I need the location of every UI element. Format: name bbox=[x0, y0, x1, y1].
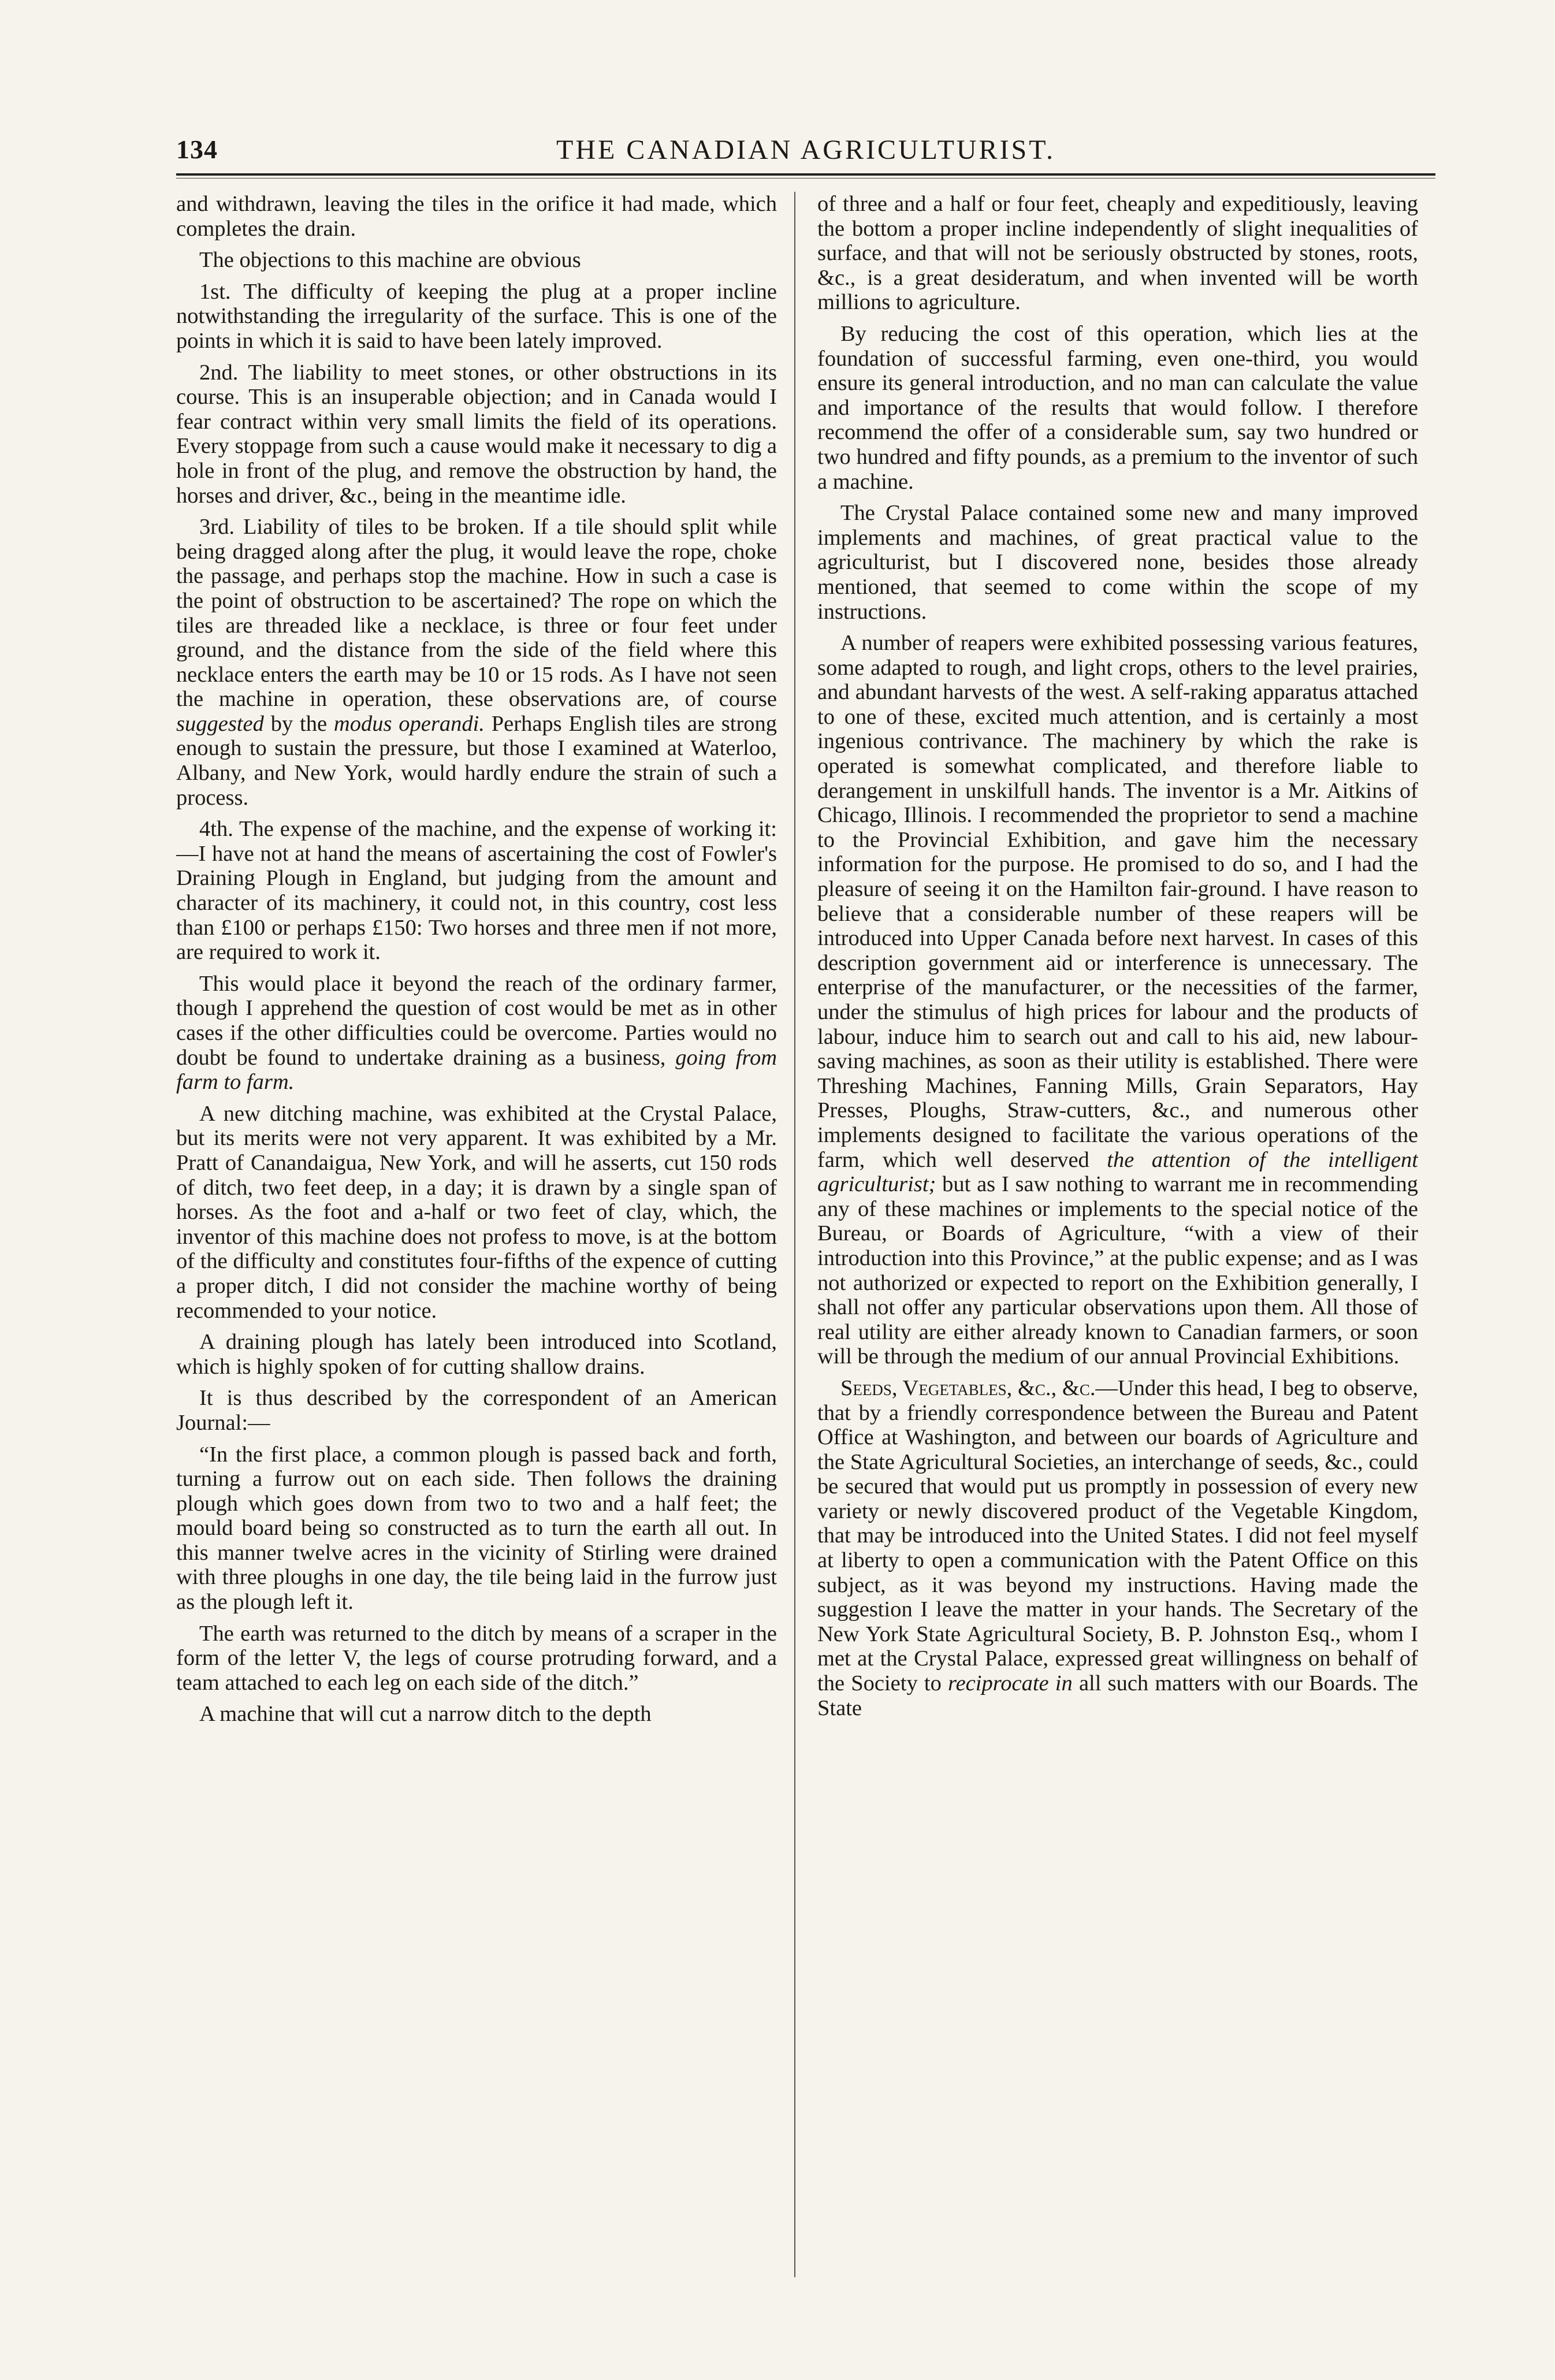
column-divider bbox=[794, 192, 795, 2277]
header-rule bbox=[176, 173, 1435, 176]
text-run: by the bbox=[270, 711, 328, 736]
quoted-paragraph: “In the first place, a common plough is passed back and forth, turning a furrow out on each side. Then follows the draining plough which goes down from two to two and a half feet; the mould board being so constructed as to turn the earth all out. In this manner twelve acres in the vicinity of Stirling were drained with three ploughs in one day, the tile being laid in the furrow just as the plough left it. bbox=[176, 1442, 777, 1615]
paragraph: A draining plough has lately been introduced into Scotland, which is highly spoken of for cutting shallow drains. bbox=[176, 1330, 777, 1379]
paragraph: It is thus described by the correspondent of an American Journal:— bbox=[176, 1386, 777, 1435]
text-run: A number of reapers were exhibited possessing various features, some adapted to rough, and light crops, others to the level prairies, and abundant harvests of the west. A self-raking apparatus attached to one of these, excited much attention, and is certainly a most ingenious contrivance. The machinery by which the rake is operated is somewhat complicated, and therefore liable to derangement in unskilfull hands. The inventor is a Mr. Aitkins of Chicago, Illinois. I recommended the proprietor to send a machine to the Provincial Exhibition, and gave him the necessary information for the purpose. He promised to do so, and I had the pleasure of seeing it on the Hamilton fair-ground. I have reason to believe that a considerable number of these reapers will be introduced into Upper Canada before next harvest. In cases of this description government aid or interference is unnecessary. The enterprise of the manufacturer, or the necessities of the farmer, under the stimulus of high prices for labour and the products of labour, induce him to search out and call to his aid, new labour-saving machines, as soon as their utility is established. There were Threshing Machines, Fanning Mills, Grain Separators, Hay Presses, Ploughs, Straw-cutters, &c., and numerous other implements designed to facilitate the various operations of the farm, which well deserved bbox=[817, 631, 1418, 1172]
list-item: 4th. The expense of the machine, and the expense of working it:—I have not at hand the means of ascertaining the cost of Fowler's Draining Plough in England, but judging from the amount and character of its machinery, it could not, in this country, cost less than £100 or perhaps £150: Two horses and three men if not more, are required to work it. bbox=[176, 817, 777, 965]
italic-text: suggested bbox=[176, 711, 264, 736]
italic-text: the attention of the intelligent agriculturist; bbox=[817, 1147, 1418, 1197]
page-header bbox=[176, 134, 1435, 171]
paragraph: of three and a half or four feet, cheaply and expeditiously, leaving the bottom a proper incline independently of slight inequalities of surface, and that will not be seriously obstructed by stones, roots, &c., is a great desideratum, and when invented will be worth millions to agriculture. bbox=[817, 192, 1418, 315]
section-heading: Seeds, Vegetables, &c., &c. bbox=[840, 1375, 1096, 1400]
italic-text: going from farm to farm. bbox=[176, 1045, 777, 1095]
list-item: 1st. The difficulty of keeping the plug at a proper incline notwithstanding the irregularity of the surface. This is one of the points in which it is said to have been lately improved. bbox=[176, 279, 777, 353]
page-number: 134 bbox=[176, 135, 218, 164]
right-column bbox=[817, 192, 1418, 2329]
paragraph: The objections to this machine are obvious bbox=[199, 248, 581, 273]
paragraph: A new ditching machine, was exhibited at the Crystal Palace, but its merits were not very apparent. It was exhibited by a Mr. Pratt of Canandaigua, New York, and will he asserts, cut 150 rods of ditch, two feet deep, in a day; it is drawn by a single span of horses. As the foot and a-half or two feet of clay, which, the inventor of this machine does not profess to move, is at the bottom of the difficulty and constitutes four-fifths of the expence of cutting a proper ditch, I did not consider the machine worthy of being recommended to your notice. bbox=[176, 1101, 777, 1323]
text-run: —Under this head, I beg to observe, that by a friendly correspondence between the Bureau and Patent Office at Washington, and between our boards of Agriculture and the State Agricultural Societies, an interchange of seeds, &c., could be secured that would put us promptly in possession of every new variety or newly discovered product of the Vegetable Kingdom, that may be introduced into the United States. I did not feel myself at liberty to open a communication with the Patent Office on this subject, as it was beyond my instructions. Having made the suggestion I leave the matter in your hands. The Secretary of the New York State Agricultural Society, B. P. Johnston Esq., whom I met at the Crystal Palace, expressed great willingness on behalf of the Society to bbox=[817, 1375, 1418, 1696]
list-item bbox=[176, 515, 777, 810]
text-run: all such matters with our Boards. The State bbox=[817, 1671, 1418, 1720]
text-run: Perhaps English tiles are strong enough to sustain the pressure, but those I examined at Waterloo, Albany, and New York, would hardly endure the strain of such a process. bbox=[176, 711, 777, 810]
paragraph bbox=[817, 1376, 1418, 1720]
text-run: but as I saw nothing to warrant me in recommending any of these machines or implements to the special notice of the Bureau, or Boards of Agriculture, “with a view of their introduction into this Province,” at the public expense; and as I was not authorized or expected to report on the Exhibition generally, I shall not offer any particular observations upon them. All those of real utility are either already known to Canadian farmers, or soon will be through the medium of our annual Provincial Exhibitions. bbox=[817, 1172, 1418, 1369]
italic-text: reciprocate in bbox=[948, 1671, 1073, 1696]
paragraph: The Crystal Palace contained some new and many improved implements and machines, of great practical value to the agriculturist, but I discovered none, besides those already mentioned, that seemed to come within the scope of my instructions. bbox=[817, 501, 1418, 624]
paragraph: By reducing the cost of this operation, which lies at the foundation of successful farming, even one-third, you would ensure its general introduction, and no man can calculate the value and importance of the results that would follow. I therefore recommend the offer of a considerable sum, say two hundred or two hundred and fifty pounds, as a premium to the inventor of such a machine. bbox=[817, 321, 1418, 494]
left-column bbox=[176, 192, 777, 2329]
italic-text: modus operandi. bbox=[333, 711, 485, 736]
paragraph: and withdrawn, leaving the tiles in the orifice it had made, which completes the drain. bbox=[176, 192, 777, 241]
paragraph: A machine that will cut a narrow ditch to the depth bbox=[199, 1702, 652, 1727]
text-run: This would place it beyond the reach of the ordinary farmer, though I apprehend the question of cost would be met as in other cases if the other difficulties could be overcome. Parties would no doubt be found to undertake draining as a business, bbox=[176, 971, 777, 1070]
quoted-paragraph: The earth was returned to the ditch by means of a scraper in the form of the letter V, the legs of course protruding forward, and a team attached to each leg on each side of the ditch.” bbox=[176, 1621, 777, 1695]
paragraph bbox=[176, 972, 777, 1095]
text-run: 3rd. Liability of tiles to be broken. If a tile should split while being dragged along after the plug, it would leave the rope, choke the passage, and perhaps stop the machine. How in such a case is the point of obstruction to be ascertained? The rope on which the tiles are threaded like a necklace, is three or four feet under ground, and the distance from the side of the field where this necklace enters the earth may be 10 or 15 rods. As I have not seen the machine in operation, these observations are, of course bbox=[176, 515, 777, 712]
paragraph bbox=[817, 631, 1418, 1369]
list-item: 2nd. The liability to meet stones, or other obstructions in its course. This is an insuperable objection; and in Canada would I fear contract within very small limits the field of its operations. Every stoppage from such a cause would make it necessary to dig a hole in front of the plug, and remove the obstruction by hand, the horses and driver, &c., being in the meantime idle. bbox=[176, 360, 777, 508]
running-title: THE CANADIAN AGRICULTURIST. bbox=[556, 135, 1055, 165]
